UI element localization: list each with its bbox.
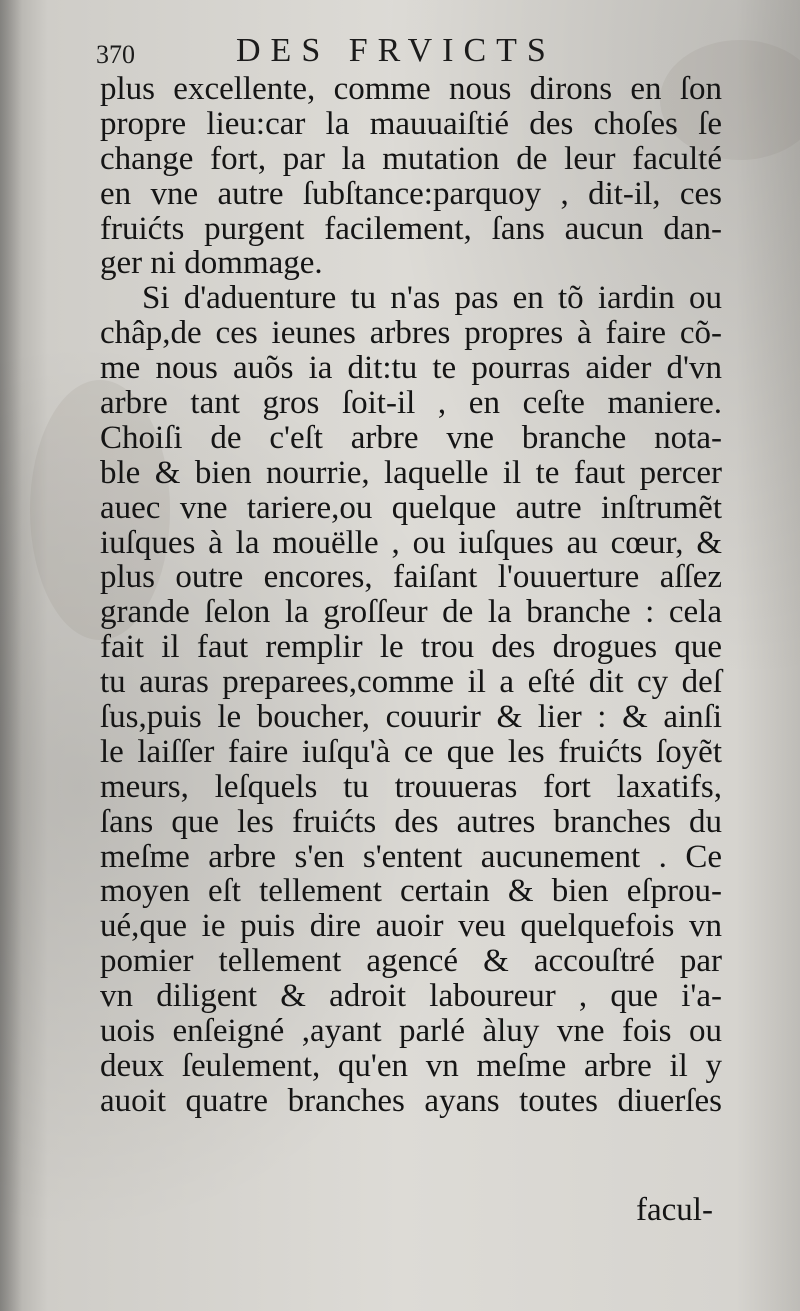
gutter-shadow — [0, 0, 22, 1311]
text-line: me nous auõs ia dit:tu te pourras aider d'vn — [100, 350, 722, 387]
page-number: 370 — [96, 40, 135, 69]
text-line: change fort, par la mutation de leur faculté — [100, 140, 722, 177]
text-line: auec vne tariere,ou quelque autre inſtrumẽt — [100, 489, 722, 526]
running-head: DES FRVICTS — [236, 32, 556, 69]
text-line: ſus,puis le boucher, couurir & lier : & ainſi — [100, 699, 722, 736]
text-line: tu auras preparees,comme il a eſté dit cy deſ — [100, 664, 722, 701]
text-line: le laiſſer faire iuſqu'à ce que les fruićts ſoyẽt — [100, 733, 722, 770]
text-line: vn diligent & adroit laboureur , que i'a- — [100, 978, 722, 1015]
text-line: uois enſeigné ,ayant parlé àluy vne fois ou — [100, 1013, 722, 1050]
text-line: Si d'aduenture tu n'as pas en tõ iardin ou — [142, 280, 722, 317]
text-line: meſme arbre s'en s'entent aucunement . Ce — [100, 838, 722, 875]
text-line: ſans que les fruićts des autres branches du — [100, 803, 722, 840]
catchword: facul- — [636, 1192, 713, 1228]
text-line: pomier tellement agencé & accouſtré par — [100, 943, 722, 980]
text-line: plus excellente, comme nous dirons en ſon — [100, 71, 722, 107]
text-line: propre lieu:car la mauuaiſtié des choſes ſe — [100, 105, 722, 142]
text-line: ger ni dommage. — [100, 245, 323, 282]
text-line: iuſques à la mouëlle , ou iuſques au cœur, & — [100, 524, 722, 561]
text-line: Choiſi de c'eſt arbre vne branche nota- — [100, 419, 722, 456]
text-line: fait il faut remplir le trou des drogues que — [100, 629, 722, 666]
text-line: ué,que ie puis dire auoir veu quelquefois vn — [100, 908, 722, 945]
text-line: en vne autre ſubſtance:parquoy , dit-il, ces — [100, 175, 722, 212]
text-line: ble & bien nourrie, laquelle il te faut percer — [100, 454, 722, 491]
text-line: arbre tant gros ſoit-il , en ceſte maniere. — [100, 385, 722, 422]
text-line: auoit quatre branches ayans toutes diuerſes — [100, 1082, 722, 1119]
text-line: châp,de ces ieunes arbres propres à faire cõ- — [100, 315, 722, 352]
text-line: meurs, leſquels tu trouueras fort laxatifs, — [100, 768, 722, 805]
text-line: grande ſelon la groſſeur de la branche : cela — [100, 594, 722, 631]
text-line: moyen eſt tellement certain & bien eſprou- — [100, 873, 722, 910]
text-line: plus outre encores, faiſant l'ouuerture aſſez — [100, 559, 722, 596]
text-line: deux ſeulement, qu'en vn meſme arbre il y — [100, 1047, 722, 1084]
body-text — [100, 72, 722, 1119]
text-line: fruićts purgent facilement, ſans aucun dan- — [100, 210, 722, 247]
